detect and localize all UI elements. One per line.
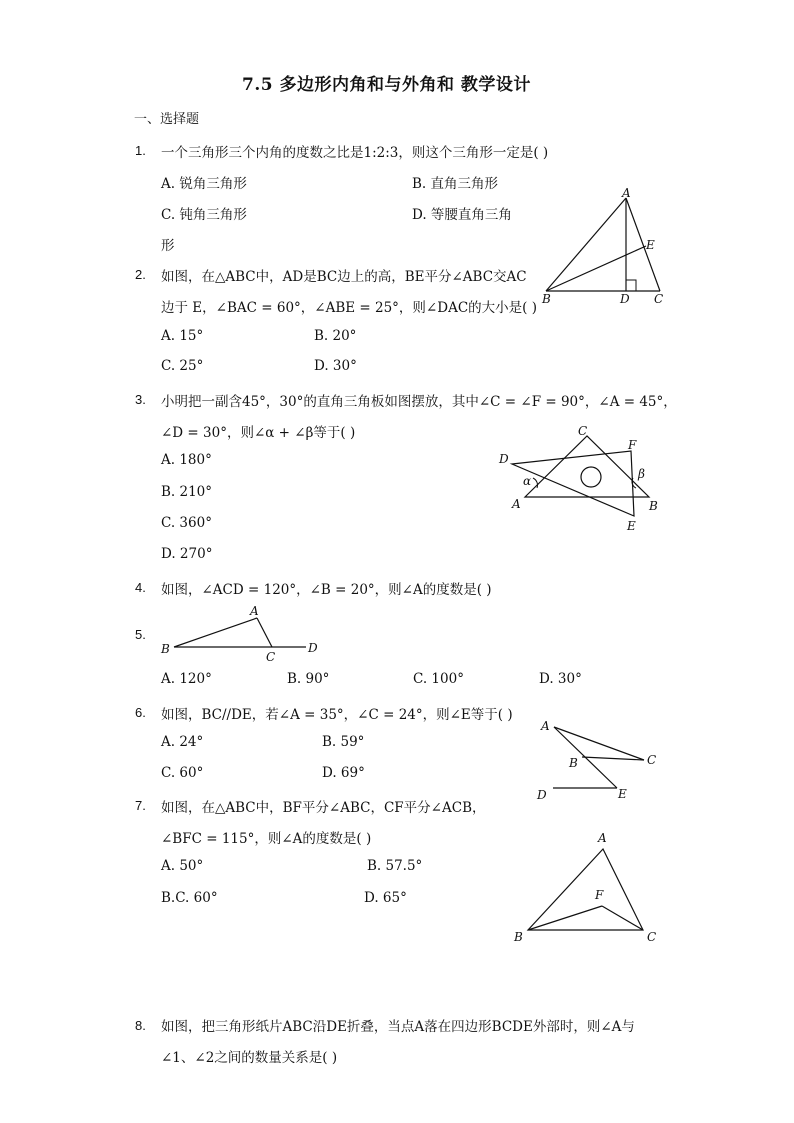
question-number: 2. xyxy=(135,267,146,282)
option-b: B. 20° xyxy=(314,328,357,344)
option-a: A. 50° xyxy=(161,858,204,874)
question-number: 6. xyxy=(135,705,146,720)
label-E: E xyxy=(618,787,627,801)
label-D: D xyxy=(308,641,318,655)
option-b: B. 57.5° xyxy=(367,858,423,874)
option-d: D. 等腰直角三角 xyxy=(412,207,512,223)
label-A: A xyxy=(598,831,607,845)
question-stem: 如图，BC//DE，若∠A = 35°，∠C = 24°，则∠E等于( ) xyxy=(161,707,513,723)
option-c: C. 25° xyxy=(161,358,204,374)
label-C: C xyxy=(647,930,657,944)
option-a: A. 180° xyxy=(161,452,212,468)
label-C: C xyxy=(266,650,276,664)
option-b: B. 59° xyxy=(322,734,365,750)
label-E: E xyxy=(646,238,655,252)
option-c: C. 钝角三角形 xyxy=(161,207,247,223)
question-stem-line2: 边于 E，∠BAC = 60°，∠ABE = 25°，则∠DAC的大小是( ) xyxy=(161,300,537,316)
question-stem: 如图，∠ACD = 120°，∠B = 20°，则∠A的度数是( ) xyxy=(161,582,492,598)
label-A: A xyxy=(250,604,259,618)
option-b: B. 直角三角形 xyxy=(412,176,499,192)
question-stem-line2: ∠BFC = 115°，则∠A的度数是( ) xyxy=(161,831,372,847)
label-B: B xyxy=(514,930,523,944)
question-stem-line1: 如图，在△ABC中，BF平分∠ABC，CF平分∠ACB， xyxy=(161,800,486,816)
option-a: A. 24° xyxy=(161,734,204,750)
label-C: C xyxy=(654,292,664,306)
option-c: B.C. 60° xyxy=(161,890,218,906)
question-number: 1. xyxy=(135,143,146,158)
question-stem-line2: ∠D = 30°，则∠α + ∠β等于( ) xyxy=(161,425,356,441)
label-A: A xyxy=(622,186,631,200)
label-F: F xyxy=(595,888,604,902)
option-c: C. 60° xyxy=(161,765,204,781)
label-C: C xyxy=(647,753,657,767)
option-d: D. 30° xyxy=(539,671,582,687)
option-a: A. 120° xyxy=(161,671,212,687)
label-D: D xyxy=(537,788,547,802)
option-d: D. 69° xyxy=(322,765,365,781)
option-d: D. 65° xyxy=(364,890,407,906)
label-beta: β xyxy=(638,467,645,481)
option-d: D. 270° xyxy=(161,546,213,562)
question-stem-line1: 如图，把三角形纸片ABC沿DE折叠，当点A落在四边形BCDE外部时，则∠A与 xyxy=(161,1019,635,1035)
option-b: B. 210° xyxy=(161,484,213,500)
option-d: D. 30° xyxy=(314,358,357,374)
label-A: A xyxy=(541,719,550,733)
label-F: F xyxy=(628,438,637,452)
label-B: B xyxy=(649,499,658,513)
label-D: D xyxy=(499,452,509,466)
question-stem-line1: 如图，在△ABC中，AD是BC边上的高，BE平分∠ABC交AC xyxy=(161,269,527,285)
question-number: 3. xyxy=(135,392,146,407)
question-stem-line2: ∠1、∠2之间的数量关系是( ) xyxy=(161,1050,338,1066)
label-C: C xyxy=(578,424,588,438)
section-heading: 一、选择题 xyxy=(134,112,200,127)
question-number: 7. xyxy=(135,798,146,813)
question-stem: 一个三角形三个内角的度数之比是1:2:3，则这个三角形一定是( ) xyxy=(161,145,549,161)
question-number: 4. xyxy=(135,580,146,595)
page-title: 7.5 多边形内角和与外角和 教学设计 xyxy=(242,75,531,95)
question-stem-line1: 小明把一副含45°，30°的直角三角板如图摆放，其中∠C = ∠F = 90°，∠A = 45°， xyxy=(161,394,677,410)
label-B: B xyxy=(161,642,170,656)
option-a: A. 15° xyxy=(161,328,204,344)
question-number: 5. xyxy=(135,627,146,642)
option-c: C. 360° xyxy=(161,515,212,531)
option-c: C. 100° xyxy=(413,671,464,687)
question-number: 8. xyxy=(135,1018,146,1033)
option-b: B. 90° xyxy=(287,671,330,687)
label-B: B xyxy=(542,292,551,306)
label-A: A xyxy=(512,497,521,511)
label-B: B xyxy=(569,756,578,770)
label-alpha: α xyxy=(523,474,532,488)
option-d-continued: 形 xyxy=(161,238,175,254)
option-a: A. 锐角三角形 xyxy=(161,176,247,192)
label-E: E xyxy=(627,519,636,533)
label-D: D xyxy=(620,292,630,306)
